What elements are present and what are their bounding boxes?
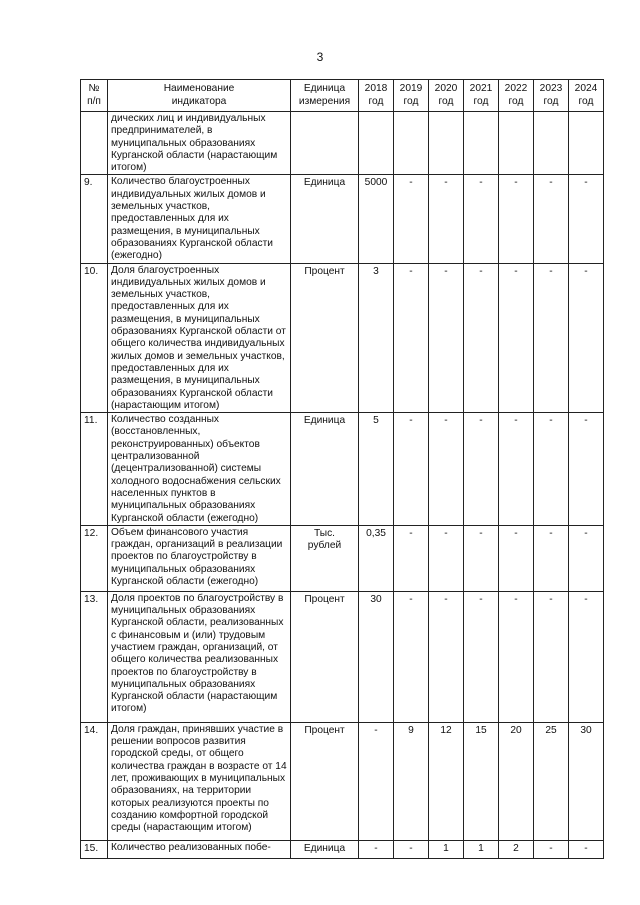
table-body (81, 112, 604, 859)
table-header-row (81, 80, 604, 112)
year-value (569, 112, 604, 175)
table-row (81, 413, 604, 526)
indicator-name: Количество созданных (восстановленных, реконструированных) объектов централизованной (децентрализованной) системы холодного водоснабжения сельских населенных пунктов в муниципальных образованиях Курганской области (ежегодно) (108, 413, 291, 526)
indicator-name: дических лиц и индивидуальных предпринимателей, в муниципальных образованиях Курганской области (нарастающим итогом) (108, 112, 291, 175)
year-value: - (499, 413, 534, 526)
unit-of-measure: Единица (291, 175, 359, 263)
indicator-name: Доля благоустроенных индивидуальных жилых домов и земельных участков, предоставленных для их размещения, в муниципальных образованиях Курганской области от общего количества индивидуальных жилых домов и земельных участков, предоставленных для их размещения, в муниципальных образованиях Курганской области (нарастающим итогом) (108, 263, 291, 413)
year-value: - (499, 591, 534, 722)
year-value: 5000 (359, 175, 394, 263)
year-value: - (499, 175, 534, 263)
table-row (81, 840, 604, 858)
year-value (534, 112, 569, 175)
unit-of-measure: Процент (291, 263, 359, 413)
table-row (81, 112, 604, 175)
year-value: - (534, 413, 569, 526)
year-value (394, 112, 429, 175)
unit-of-measure: Тыс. рублей (291, 525, 359, 591)
row-number: 12. (81, 525, 108, 591)
year-value: - (534, 525, 569, 591)
unit-of-measure: Процент (291, 722, 359, 840)
row-number: 10. (81, 263, 108, 413)
year-value: 15 (464, 722, 499, 840)
year-value: 1 (464, 840, 499, 858)
header-unit: Единица измерения (291, 80, 359, 112)
year-value: - (534, 175, 569, 263)
year-value: - (499, 263, 534, 413)
year-value: 1 (429, 840, 464, 858)
indicators-table (80, 79, 604, 859)
year-value: - (569, 175, 604, 263)
year-value: - (359, 840, 394, 858)
year-value: 20 (499, 722, 534, 840)
year-value: - (569, 413, 604, 526)
header-year: 2023 год (534, 80, 569, 112)
unit-of-measure: Единица (291, 840, 359, 858)
year-value: - (394, 413, 429, 526)
year-value: 12 (429, 722, 464, 840)
page-number: 3 (316, 50, 324, 64)
header-year: 2019 год (394, 80, 429, 112)
year-value: - (534, 591, 569, 722)
indicator-name: Доля проектов по благоустройству в муниципальных образованиях Курганской области, реализованных с финансовым и (или) трудовым участием граждан, организаций, от общего количества реализованных проектов по благоустройству в муниципальных образованиях Курганской области (нарастающим итогом) (108, 591, 291, 722)
indicator-name: Количество благоустроенных индивидуальных жилых домов и земельных участков, предоставленных для их размещения, в муниципальных образованиях Курганской области (ежегодно) (108, 175, 291, 263)
table-row (81, 175, 604, 263)
indicator-name: Количество реализованных побе- (108, 840, 291, 858)
year-value: - (464, 263, 499, 413)
year-value: - (464, 591, 499, 722)
year-value: 0,35 (359, 525, 394, 591)
row-number: 9. (81, 175, 108, 263)
year-value (464, 112, 499, 175)
year-value: 30 (359, 591, 394, 722)
year-value: - (429, 591, 464, 722)
year-value: 2 (499, 840, 534, 858)
unit-of-measure: Процент (291, 591, 359, 722)
header-name: Наименование индикатора (108, 80, 291, 112)
header-year: 2024 год (569, 80, 604, 112)
row-number: 13. (81, 591, 108, 722)
year-value: - (394, 263, 429, 413)
year-value: - (464, 525, 499, 591)
header-year: 2018 год (359, 80, 394, 112)
year-value: - (569, 525, 604, 591)
year-value: - (394, 175, 429, 263)
header-year: 2020 год (429, 80, 464, 112)
indicator-name: Объем финансового участия граждан, организаций в реализации проектов по благоустройству в муниципальных образованиях Курганской области (ежегодно) (108, 525, 291, 591)
indicator-name: Доля граждан, принявших участие в решении вопросов развития городской среды, от общего количества граждан в возрасте от 14 лет, проживающих в муниципальных образованиях, на территории которых реализуются проекты по созданию комфортной городской среды (нарастающим итогом) (108, 722, 291, 840)
table-row (81, 525, 604, 591)
unit-of-measure (291, 112, 359, 175)
year-value (429, 112, 464, 175)
year-value: - (429, 263, 464, 413)
year-value: - (569, 591, 604, 722)
year-value: - (499, 525, 534, 591)
year-value: 3 (359, 263, 394, 413)
year-value: - (429, 175, 464, 263)
header-year: 2021 год (464, 80, 499, 112)
unit-of-measure: Единица (291, 413, 359, 526)
year-value: 25 (534, 722, 569, 840)
table-row (81, 263, 604, 413)
year-value: - (464, 413, 499, 526)
year-value: - (429, 413, 464, 526)
header-year: 2022 год (499, 80, 534, 112)
year-value: 30 (569, 722, 604, 840)
year-value: - (359, 722, 394, 840)
table-row (81, 591, 604, 722)
header-num: № п/п (81, 80, 108, 112)
year-value (359, 112, 394, 175)
year-value: - (534, 263, 569, 413)
table-row (81, 722, 604, 840)
year-value: - (534, 840, 569, 858)
year-value: - (394, 591, 429, 722)
row-number: 15. (81, 840, 108, 858)
year-value: 5 (359, 413, 394, 526)
year-value: - (464, 175, 499, 263)
year-value: 9 (394, 722, 429, 840)
year-value: - (394, 840, 429, 858)
year-value (499, 112, 534, 175)
year-value: - (394, 525, 429, 591)
row-number: 11. (81, 413, 108, 526)
year-value: - (569, 840, 604, 858)
row-number: 14. (81, 722, 108, 840)
row-number (81, 112, 108, 175)
year-value: - (429, 525, 464, 591)
year-value: - (569, 263, 604, 413)
